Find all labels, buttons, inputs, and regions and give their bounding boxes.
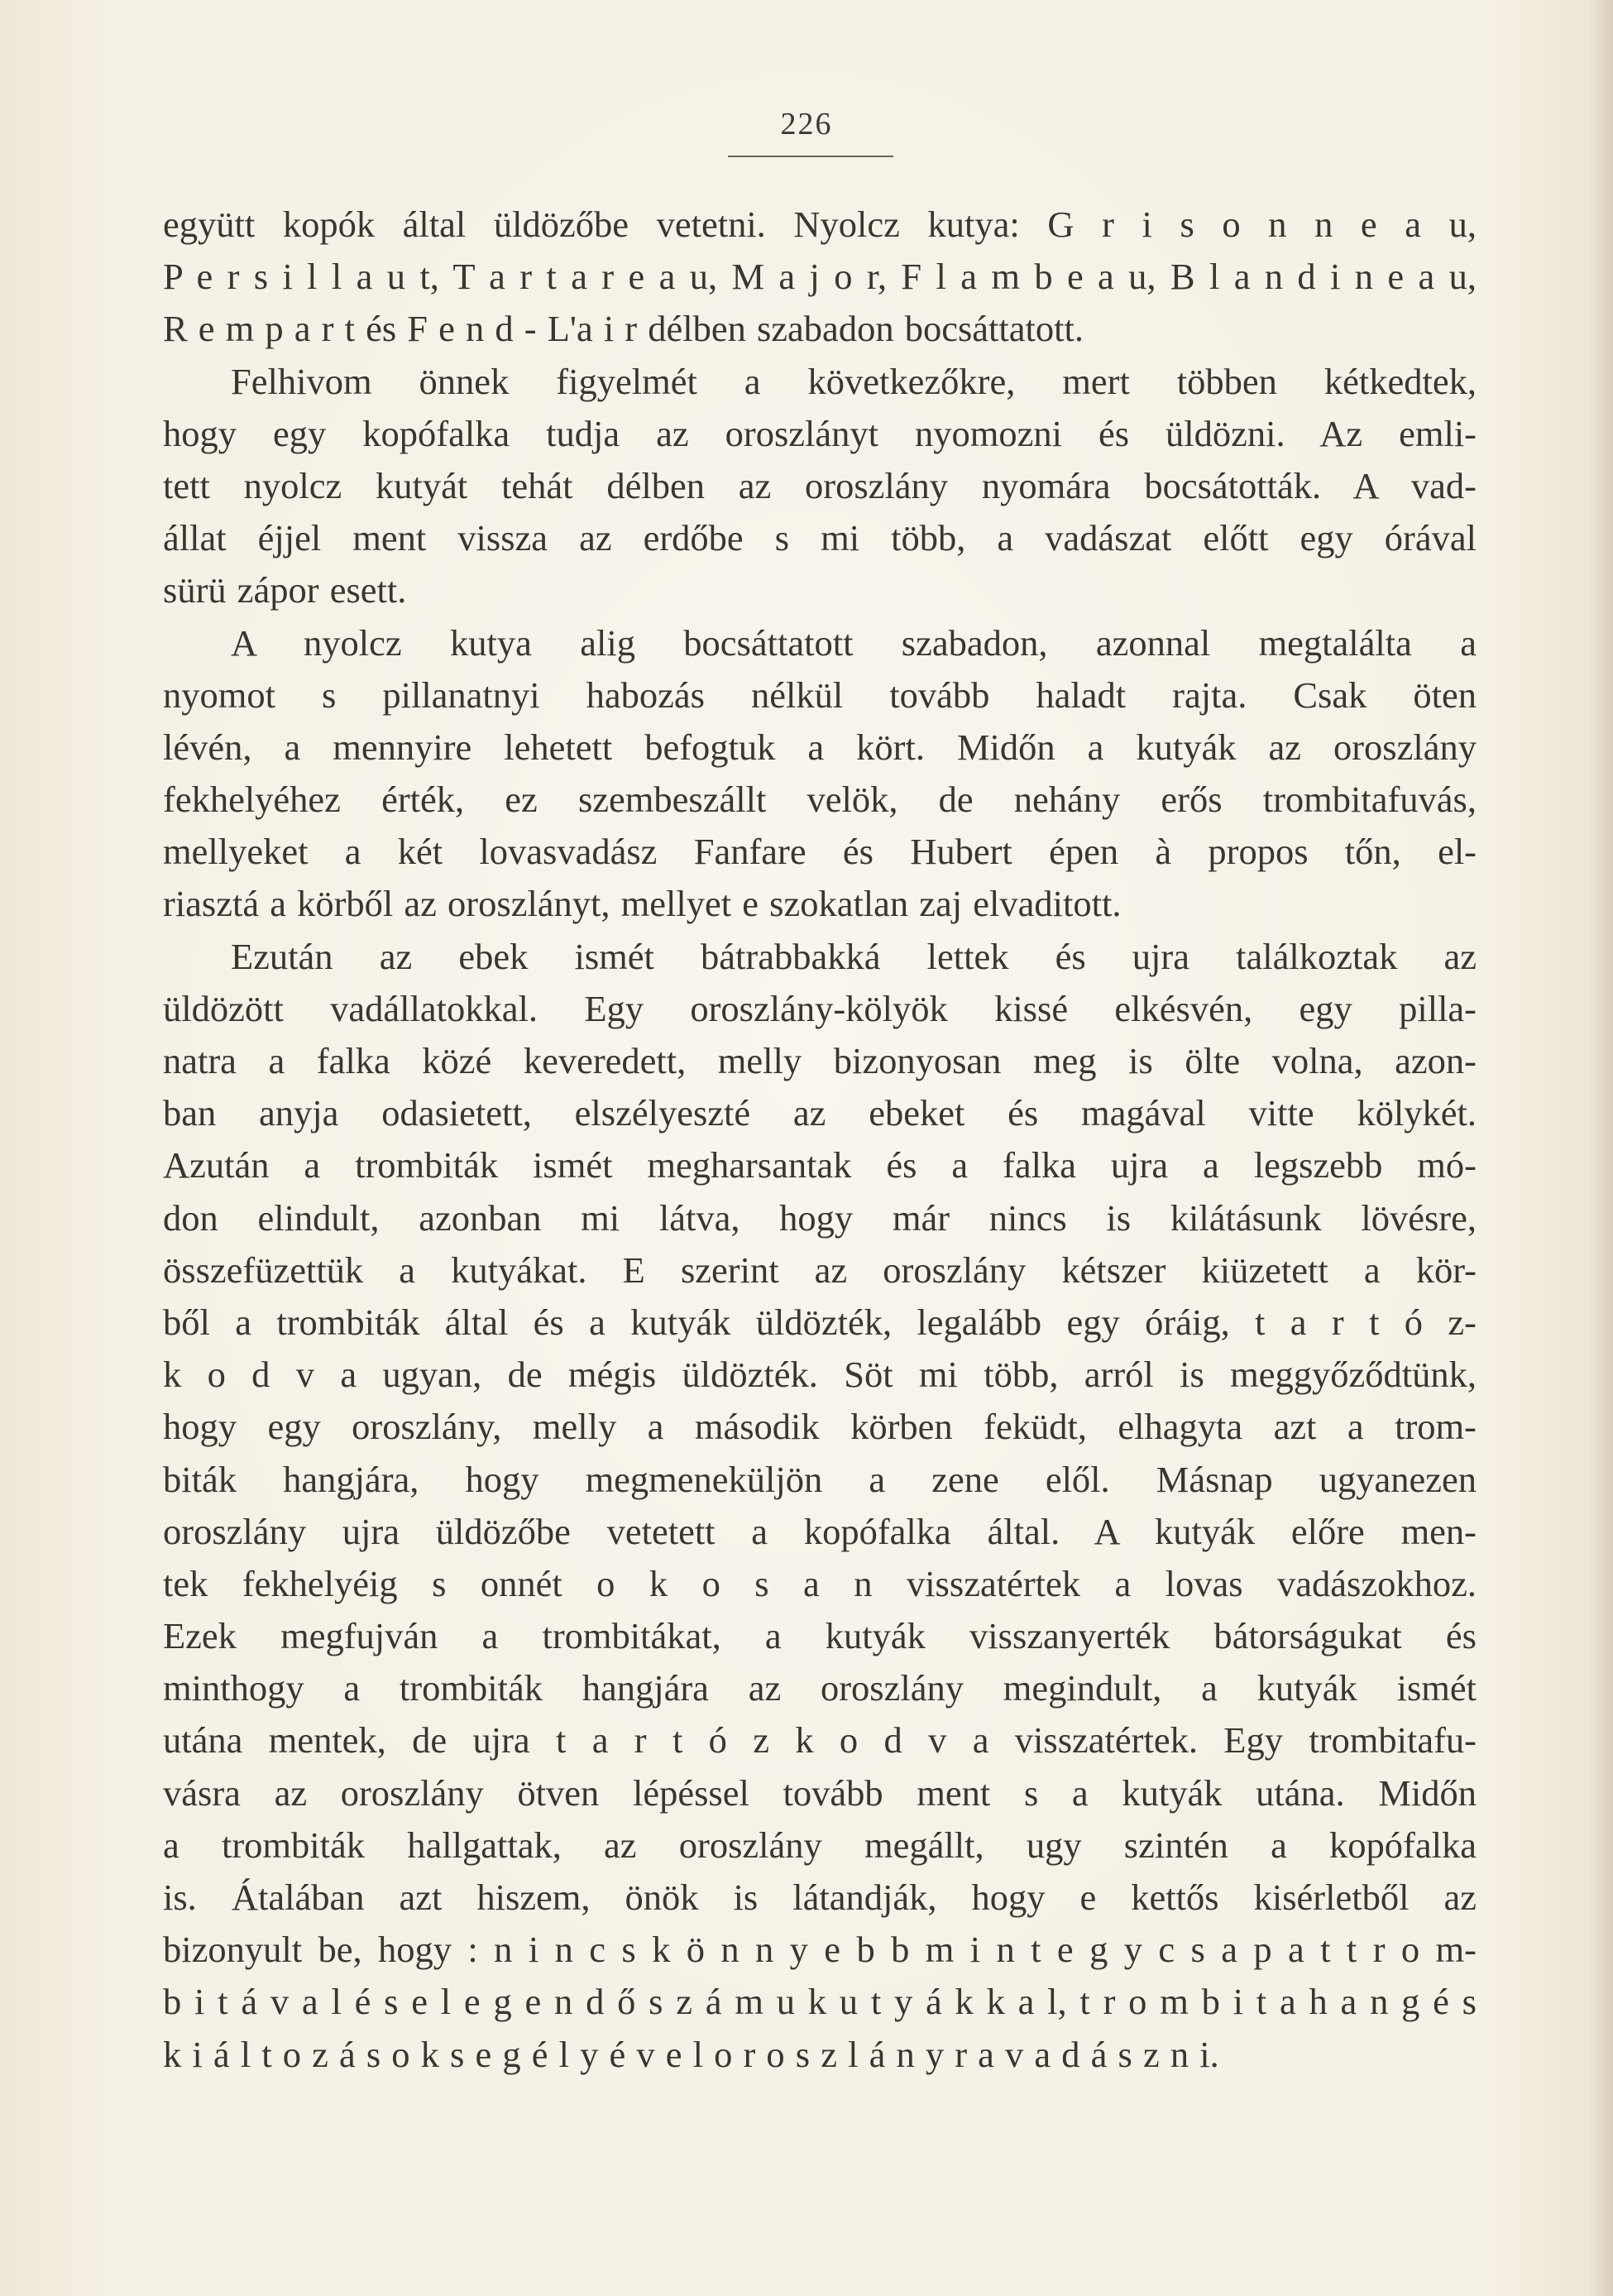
page-number: 226 [780,107,833,141]
text-line: nyomot s pillanatnyi habozás nélkül tovább haladt rajta. Csak öten [163,673,1477,716]
text-line: Felhivom önnek figyelmét a következőkre, mert többen kétkedtek, [231,360,1477,402]
text-line: k o d v a ugyan, de mégis üldözték. Söt mi több, arról is meggyőződtünk, [163,1354,1477,1396]
text-line: don elindult, azonban mi látva, hogy már nincs is kilátásunk lövésre, [163,1196,1477,1239]
text-line: hogy egy kopófalka tudja az oroszlányt nyomozni és üldözni. Az emli- [163,412,1477,454]
text-line: R e m p a r t és F e n d - L'a i r délben szabadon bocsáttatott. [163,308,1084,350]
text-line: biták hangjára, hogy megmeneküljön a zene elől. Másnap ugyanezen [163,1458,1477,1500]
text-line: k i á l t o z á s o k s e g é l y é v e l o r o s z l á n y r a v a d á s z n i. [163,2033,1219,2075]
text-line: ban anyja odasietett, elszélyeszté az ebeket és magával vitte kölykét. [163,1092,1477,1134]
text-line: mellyeket a két lovasvadász Fanfare és Hubert épen à propos tőn, el- [163,831,1477,873]
text-line: minthogy a trombiták hangjára az oroszlány megindult, a kutyák ismét [163,1667,1477,1709]
text-line: riasztá a körből az oroszlányt, mellyet e szokatlan zaj elvaditott. [163,883,1122,925]
text-line: Ezek megfujván a trombitákat, a kutyák visszanyerték bátorságukat és [163,1615,1477,1657]
text-line: fekhelyéhez érték, ez szembeszállt velök, de nehány erős trombitafuvás, [163,779,1477,821]
text-line: sürü zápor esett. [163,569,407,611]
text-line: üldözött vadállatokkal. Egy oroszlány-kölyök kissé elkésvén, egy pilla- [163,987,1477,1029]
binding-shadow [1588,0,1613,2296]
text-line: oroszlány ujra üldözőbe vetetett a kopófalka által. A kutyák előre men- [163,1510,1477,1552]
body-text [163,199,1477,2081]
text-line: is. Átalában azt hiszem, önök is látandják, hogy e kettős kisérletből az [163,1877,1477,1918]
text-line: A nyolcz kutya alig bocsáttatott szabadon, azonnal megtalálta a [231,621,1477,664]
text-line: Azután a trombiták ismét megharsantak és a falka ujra a legszebb mó- [163,1144,1477,1186]
text-line: állat éjjel ment vissza az erdőbe s mi több, a vadászat előtt egy órával [163,517,1477,559]
text-line: együtt kopók által üldözőbe vetetni. Nyolcz kutya: G r i s o n n e a u, [163,204,1477,245]
text-line: vásra az oroszlány ötven lépéssel tovább ment s a kutyák utána. Midőn [163,1771,1477,1814]
header-rule [728,156,893,157]
text-line: lévén, a mennyire lehetett befogtuk a kört. Midőn a kutyák az oroszlány [163,726,1477,768]
text-line: tett nyolcz kutyát tehát délben az oroszlány nyomára bocsátották. A vad- [163,464,1477,506]
text-line: összefüzettük a kutyákat. E szerint az oroszlány kétszer kiüzetett a kör- [163,1249,1477,1291]
text-line: natra a falka közé keveredett, melly bizonyosan meg is ölte volna, azon- [163,1040,1477,1081]
text-line: ből a trombiták által és a kutyák üldözték, legalább egy óráig, t a r t ó z- [163,1301,1477,1343]
text-line: hogy egy oroszlány, melly a második körben feküdt, elhagyta azt a trom- [163,1406,1477,1448]
text-line: b i t á v a l é s e l e g e n d ő s z á m u k u t y á k k a l, t r o m b i t a h a n g é s [163,1981,1477,2023]
text-line: bizonyult be, hogy : n i n c s k ö n n y e b b m i n t e g y c s a p a t t r o m- [163,1929,1477,1971]
text-line: utána mentek, de ujra t a r t ó z k o d v a visszatértek. Egy trombitafu- [163,1719,1477,1762]
text-line: P e r s i l l a u t, T a r t a r e a u, M a j o r, F l a m b e a u, B l a n d i n e a u, [163,256,1477,298]
text-line: a trombiták hallgattak, az oroszlány megállt, ugy szintén a kopófalka [163,1824,1477,1866]
text-line: tek fekhelyéig s onnét o k o s a n visszatértek a lovas vadászokhoz. [163,1562,1477,1604]
text-line: Ezután az ebek ismét bátrabbakká lettek és ujra találkoztak az [231,935,1477,977]
